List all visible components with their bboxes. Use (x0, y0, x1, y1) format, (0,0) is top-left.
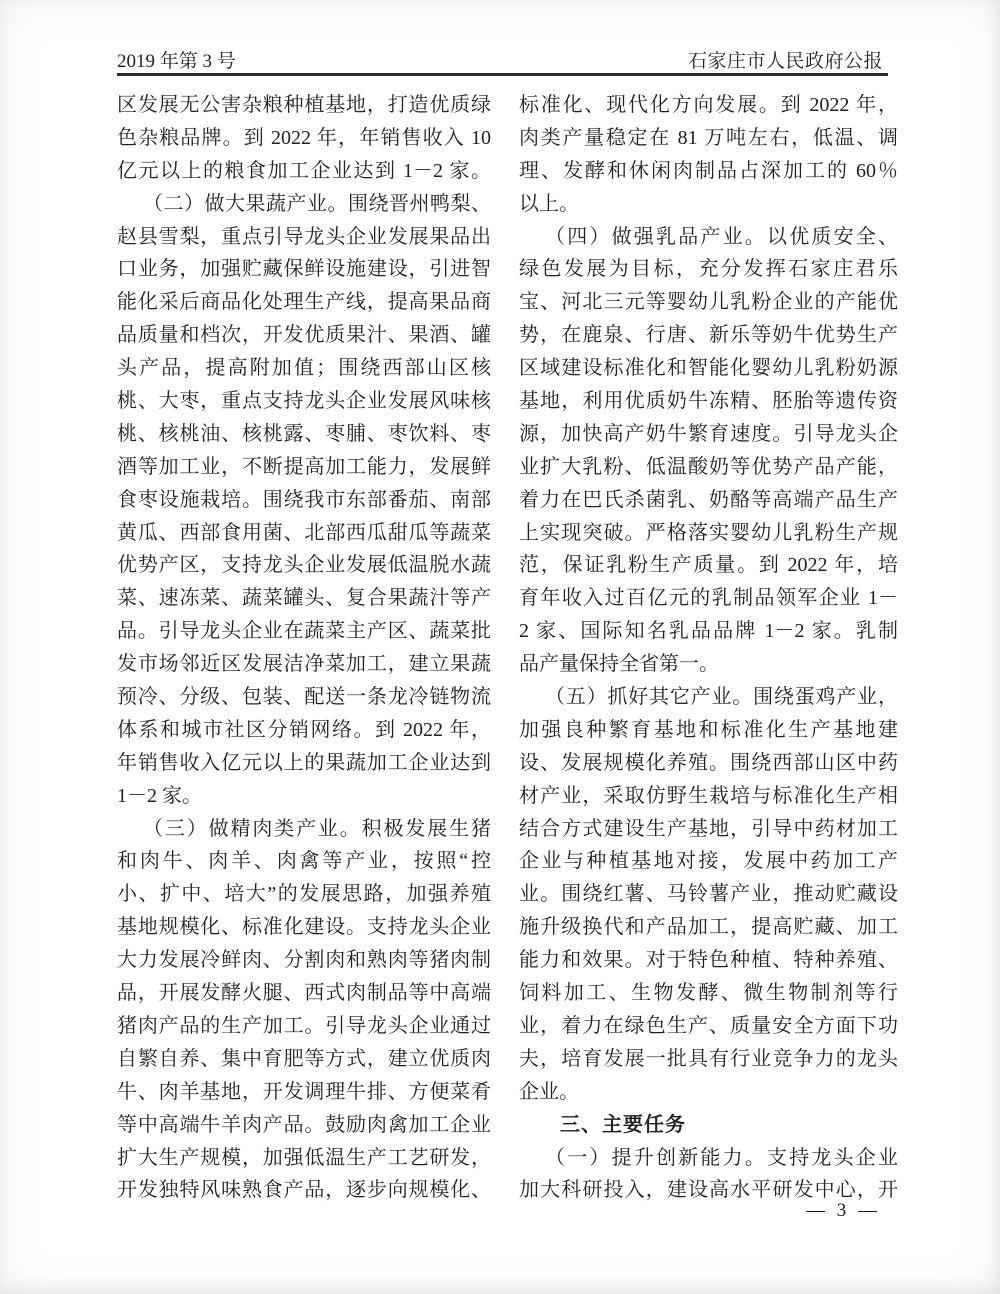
text-line: 品产量保持全省第一。 (519, 653, 719, 676)
text-line: 企业。 (519, 1080, 579, 1103)
text-line: 三、主要任务 (560, 1113, 686, 1136)
text-line: 品。引导龙头企业在蔬菜主产区、蔬菜批 (117, 620, 491, 643)
text-line: 菜、速冻菜、蔬菜罐头、复合果蔬汁等产 (117, 587, 491, 610)
text-line: 加强良种繁育基地和标准化生产基地建 (519, 718, 898, 741)
text-line: 源，加快高产奶牛繁育速度。引导龙头企 (519, 422, 898, 445)
text-line: 施升级换代和产品加工，提高贮藏、加工 (519, 916, 898, 939)
text-line: 1－2 家。 (117, 784, 202, 807)
gazette-title: 石家庄市人民政府公报 (687, 51, 883, 72)
text-line: 亿元以上的粮食加工企业达到 1－2 家。 (117, 159, 491, 182)
text-line: 口业务，加强贮藏保鲜设施建设，引进智 (117, 258, 491, 281)
text-line: 基地，利用优质奶牛冻精、胚胎等遗传资 (519, 390, 898, 413)
text-line: 桃、核桃油、核桃露、枣脯、枣饮料、枣 (117, 422, 491, 445)
text-line: 食枣设施栽培。围绕我市东部番茄、南部 (117, 488, 491, 511)
text-line: 扩大生产规模，加强低温生产工艺研发， (117, 1146, 491, 1169)
text-line: 上实现突破。严格落实婴幼儿乳粉生产规 (519, 521, 898, 544)
right-column (519, 89, 898, 1207)
text-line: 区发展无公害杂粮种植基地，打造优质绿 (117, 94, 491, 116)
text-line: 赵县雪梨，重点引导龙头企业发展果品出 (117, 225, 491, 248)
left-column (117, 89, 491, 1207)
text-line: （一）提升创新能力。支持龙头企业 (545, 1146, 898, 1169)
text-line: 着力在巴氏杀菌乳、奶酪等高端产品生产 (519, 488, 898, 511)
text-line: （三）做精肉类产业。积极发展生猪 (143, 817, 491, 840)
text-line: 品质量和档次，开发优质果汁、果酒、罐 (117, 324, 491, 347)
text-line: 材产业，采取仿野生栽培与标准化生产相 (519, 784, 898, 807)
text-line: 小、扩中、培大”的发展思路，加强养殖 (117, 883, 491, 906)
text-line: 和肉牛、肉羊、肉禽等产业，按照“控 (117, 850, 491, 873)
text-line: 品，开展发酵火腿、西式肉制品等中高端 (117, 982, 491, 1005)
text-line: 体系和城市社区分销网络。到 2022 年， (117, 718, 491, 741)
text-line: （二）做大果蔬产业。围绕晋州鸭梨、 (143, 192, 491, 215)
text-line: 范，保证乳粉生产质量。到 2022 年，培 (519, 554, 898, 577)
text-line: 头产品，提高附加值；围绕西部山区核 (117, 357, 491, 380)
text-line: 势，在鹿泉、行唐、新乐等奶牛优势生产 (519, 324, 898, 347)
text-line: 猪肉产品的生产加工。引导龙头企业通过 (117, 1014, 491, 1037)
text-line: 能力和效果。对于特色种植、特种养殖、 (519, 949, 898, 972)
text-line: 桃、大枣，重点支持龙头企业发展风味核 (117, 390, 491, 413)
text-line: 业扩大乳粉、低温酸奶等优势产品产能， (519, 455, 898, 478)
text-line: 宝、河北三元等婴幼儿乳粉企业的产能优 (519, 291, 898, 314)
text-line: 年销售收入亿元以上的果蔬加工企业达到 (117, 751, 491, 774)
text-line: 基地规模化、标准化建设。支持龙头企业 (117, 916, 491, 939)
text-line: 以上。 (519, 192, 579, 215)
text-line: 黄瓜、西部食用菌、北部西瓜甜瓜等蔬菜 (117, 521, 491, 544)
text-line: 绿色发展为目标，充分发挥石家庄君乐 (519, 258, 898, 281)
text-line: 理、发酵和休闲肉制品占深加工的 60％ (519, 159, 898, 182)
text-line: 自繁自养、集中育肥等方式，建立优质肉 (117, 1047, 491, 1070)
text-line: 开发独特风味熟食产品，逐步向规模化、 (117, 1179, 491, 1202)
header-rule (117, 73, 888, 76)
page-number: — 3 — (806, 1200, 877, 1221)
text-line: 牛、肉羊基地，开发调理牛排、方便菜肴 (117, 1080, 491, 1103)
text-line: 结合方式建设生产基地，引导中药材加工 (519, 817, 898, 840)
text-line: （四）做强乳品产业。以优质安全、 (545, 225, 898, 248)
text-line: 设、发展规模化养殖。围绕西部山区中药 (519, 751, 898, 774)
text-line: 肉类产量稳定在 81 万吨左右，低温、调 (519, 126, 898, 149)
text-line: 区域建设标准化和智能化婴幼儿乳粉奶源 (519, 357, 898, 380)
page-header (117, 49, 883, 74)
text-line: 发市场邻近区发展洁净菜加工，建立果蔬 (117, 653, 491, 676)
text-line: 优势产区，支持龙头企业发展低温脱水蔬 (117, 554, 491, 577)
text-line: 色杂粮品牌。到 2022 年，年销售收入 10 (117, 126, 491, 149)
text-line: 2 家、国际知名乳品品牌 1－2 家。乳制 (519, 620, 898, 643)
issue-number: 2019 年第 3 号 (117, 51, 236, 72)
text-line: 标准化、现代化方向发展。到 2022 年， (519, 94, 898, 116)
text-line: 业。围绕红薯、马铃薯产业，推动贮藏设 (519, 883, 898, 906)
text-line: 等中高端牛羊肉产品。鼓励肉禽加工企业 (117, 1113, 491, 1136)
text-line: 加大科研投入，建设高水平研发中心，开 (519, 1179, 898, 1202)
text-line: 企业与种植基地对接，发展中药加工产 (519, 850, 898, 873)
text-line: 夫，培育发展一批具有行业竞争力的龙头 (519, 1047, 898, 1070)
text-line: 大力发展冷鲜肉、分割肉和熟肉等猪肉制 (117, 949, 491, 972)
text-line: （五）抓好其它产业。围绕蛋鸡产业， (545, 686, 898, 709)
text-line: 酒等加工业，不断提高加工能力，发展鲜 (117, 455, 491, 478)
text-line: 饲料加工、生物发酵、微生物制剂等行 (519, 982, 898, 1005)
text-line: 能化采后商品化处理生产线，提高果品商 (117, 291, 491, 314)
text-line: 育年收入过百亿元的乳制品领军企业 1－ (519, 587, 898, 610)
text-line: 业，着力在绿色生产、质量安全方面下功 (519, 1014, 898, 1037)
text-line: 预冷、分级、包装、配送一条龙冷链物流 (117, 686, 491, 709)
